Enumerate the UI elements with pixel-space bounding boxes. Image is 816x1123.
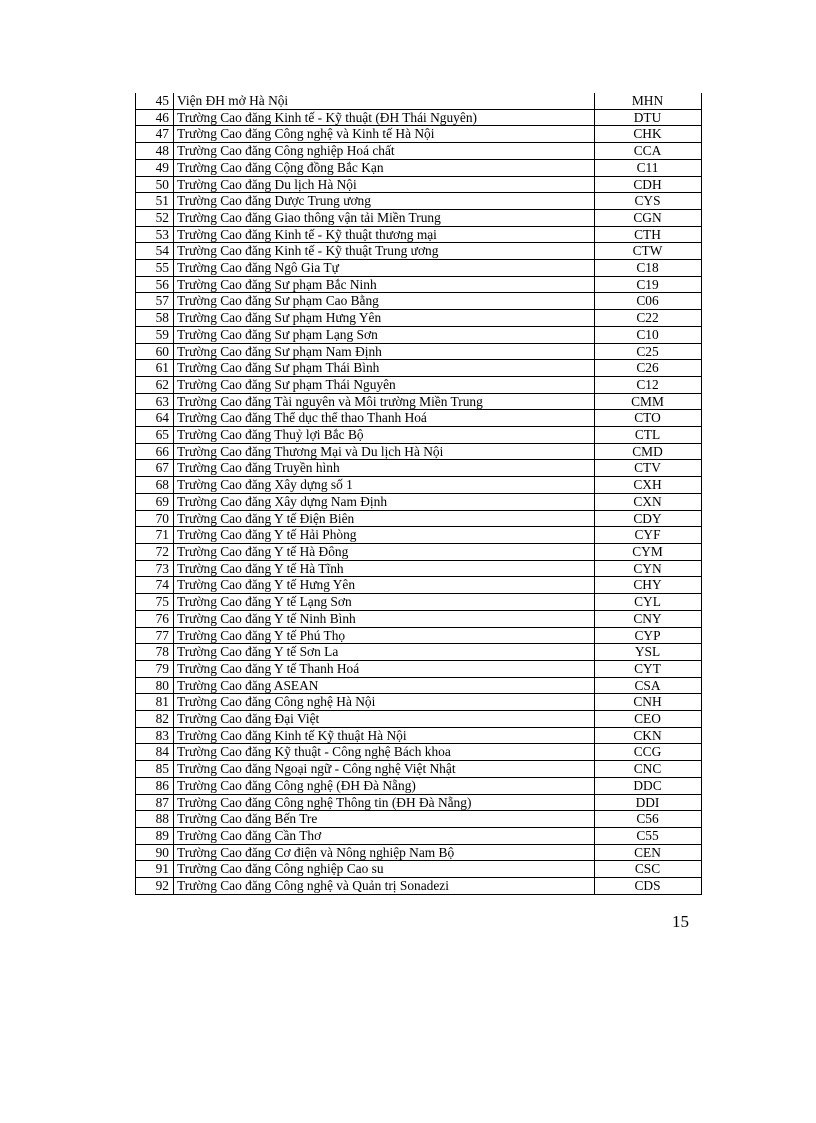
table-row (136, 393, 702, 410)
institution-name: Trường Cao đăng Công nghiệp Hoá chất (174, 143, 595, 160)
institution-code: DTU (595, 109, 702, 126)
institution-code: CDH (595, 176, 702, 193)
institution-name: Viện ĐH mở Hà Nội (174, 93, 595, 109)
row-number: 58 (136, 310, 174, 327)
institution-name: Trường Cao đăng Đại Việt (174, 711, 595, 728)
institution-code: C18 (595, 260, 702, 277)
institution-name: Trường Cao đăng Cộng đồng Bắc Kạn (174, 159, 595, 176)
institution-code: CYL (595, 594, 702, 611)
institution-table-body (136, 93, 702, 894)
table-row (136, 844, 702, 861)
row-number: 60 (136, 343, 174, 360)
institution-name: Trường Cao đăng Cơ điện và Nông nghiệp Nam Bộ (174, 844, 595, 861)
institution-name: Trường Cao đăng Kỹ thuật - Công nghệ Bách khoa (174, 744, 595, 761)
institution-name: Trường Cao đăng Kinh tế - Kỹ thuật (ĐH Thái Nguyên) (174, 109, 595, 126)
table-row (136, 209, 702, 226)
institution-name: Trường Cao đăng Sư phạm Thái Bình (174, 360, 595, 377)
institution-name: Trường Cao đăng Dược Trung ương (174, 193, 595, 210)
row-number: 80 (136, 677, 174, 694)
table-row (136, 443, 702, 460)
row-number: 65 (136, 427, 174, 444)
institution-name: Trường Cao đăng Du lịch Hà Nội (174, 176, 595, 193)
institution-code: CDY (595, 510, 702, 527)
table-row (136, 109, 702, 126)
table-row (136, 427, 702, 444)
institution-code: CTH (595, 226, 702, 243)
table-row (136, 176, 702, 193)
table-row (136, 293, 702, 310)
institution-name: Trường Cao đăng Xây dựng số 1 (174, 477, 595, 494)
institution-name: Trường Cao đăng Y tế Hưng Yên (174, 577, 595, 594)
page-number: 15 (672, 912, 689, 931)
row-number: 72 (136, 543, 174, 560)
institution-code: CSC (595, 861, 702, 878)
table-row (136, 827, 702, 844)
table-row (136, 777, 702, 794)
institution-code: CYF (595, 527, 702, 544)
institution-code: CHY (595, 577, 702, 594)
institution-code: CCG (595, 744, 702, 761)
institution-code: CMD (595, 443, 702, 460)
institution-name: Trường Cao đăng Truyền hình (174, 460, 595, 477)
row-number: 50 (136, 176, 174, 193)
institution-name: Trường Cao đăng Ngoại ngữ - Công nghệ Việt Nhật (174, 761, 595, 778)
institution-code: CEN (595, 844, 702, 861)
institution-code: CYM (595, 543, 702, 560)
institution-code: CYT (595, 660, 702, 677)
row-number: 86 (136, 777, 174, 794)
institution-name: Trường Cao đăng Sư phạm Nam Định (174, 343, 595, 360)
row-number: 92 (136, 878, 174, 895)
institution-name: Trường Cao đăng Y tế Ninh Bình (174, 610, 595, 627)
institution-code: CGN (595, 209, 702, 226)
row-number: 68 (136, 477, 174, 494)
institution-code: CCA (595, 143, 702, 160)
table-row (136, 159, 702, 176)
row-number: 87 (136, 794, 174, 811)
row-number: 52 (136, 209, 174, 226)
institution-name: Trường Cao đăng Kinh tế Kỹ thuật Hà Nội (174, 727, 595, 744)
institution-code: CTW (595, 243, 702, 260)
institution-name: Trường Cao đăng Giao thông vận tải Miền Trung (174, 209, 595, 226)
table-row (136, 460, 702, 477)
row-number: 66 (136, 443, 174, 460)
table-row (136, 143, 702, 160)
institution-name: Trường Cao đăng Kinh tế - Kỹ thuật thương mại (174, 226, 595, 243)
institution-name: Trường Cao đăng Sư phạm Cao Bằng (174, 293, 595, 310)
institution-name: Trường Cao đăng Thuỷ lợi Bắc Bộ (174, 427, 595, 444)
table-row (136, 711, 702, 728)
row-number: 73 (136, 560, 174, 577)
row-number: 74 (136, 577, 174, 594)
institution-name: Trường Cao đăng Kinh tế - Kỹ thuật Trung ương (174, 243, 595, 260)
institution-name: Trường Cao đăng Công nghệ và Quản trị Sonadezi (174, 878, 595, 895)
institution-code: CNH (595, 694, 702, 711)
table-row (136, 493, 702, 510)
institution-code: CYS (595, 193, 702, 210)
table-row (136, 376, 702, 393)
row-number: 71 (136, 527, 174, 544)
table-row (136, 727, 702, 744)
institution-name: Trường Cao đăng Công nghệ (ĐH Đà Nẵng) (174, 777, 595, 794)
row-number: 83 (136, 727, 174, 744)
table-row (136, 543, 702, 560)
row-number: 89 (136, 827, 174, 844)
institution-code: C22 (595, 310, 702, 327)
institution-code: C12 (595, 376, 702, 393)
row-number: 91 (136, 861, 174, 878)
institution-code: C19 (595, 276, 702, 293)
institution-name: Trường Cao đăng Thương Mại và Du lịch Hà Nội (174, 443, 595, 460)
row-number: 56 (136, 276, 174, 293)
institution-name: Trường Cao đăng Tài nguyên và Môi trường Miền Trung (174, 393, 595, 410)
row-number: 47 (136, 126, 174, 143)
row-number: 54 (136, 243, 174, 260)
table-row (136, 193, 702, 210)
row-number: 57 (136, 293, 174, 310)
table-row (136, 243, 702, 260)
row-number: 76 (136, 610, 174, 627)
institution-name: Trường Cao đăng Công nghiệp Cao su (174, 861, 595, 878)
institution-code: CTV (595, 460, 702, 477)
row-number: 46 (136, 109, 174, 126)
institution-name: Trường Cao đăng Y tế Thanh Hoá (174, 660, 595, 677)
table-row (136, 126, 702, 143)
table-row (136, 594, 702, 611)
row-number: 61 (136, 360, 174, 377)
table-row (136, 310, 702, 327)
row-number: 53 (136, 226, 174, 243)
row-number: 63 (136, 393, 174, 410)
table-row (136, 560, 702, 577)
row-number: 67 (136, 460, 174, 477)
institution-name: Trường Cao đăng Y tế Hải Phòng (174, 527, 595, 544)
row-number: 90 (136, 844, 174, 861)
table-row (136, 694, 702, 711)
institution-name: Trường Cao đăng Sư phạm Hưng Yên (174, 310, 595, 327)
institution-code: CDS (595, 878, 702, 895)
institution-name: Trường Cao đăng Sư phạm Lạng Sơn (174, 326, 595, 343)
institution-name: Trường Cao đăng Xây dựng Nam Định (174, 493, 595, 510)
institution-code: CNC (595, 761, 702, 778)
institution-name: Trường Cao đăng Sư phạm Bắc Ninh (174, 276, 595, 293)
institution-code: C11 (595, 159, 702, 176)
institution-name: Trường Cao đăng Công nghệ Hà Nội (174, 694, 595, 711)
institution-code: CMM (595, 393, 702, 410)
table-row (136, 610, 702, 627)
institution-name: Trường Cao đăng Y tế Điện Biên (174, 510, 595, 527)
row-number: 85 (136, 761, 174, 778)
row-number: 45 (136, 93, 174, 109)
row-number: 81 (136, 694, 174, 711)
institution-code: CXN (595, 493, 702, 510)
institution-name: Trường Cao đăng Công nghệ Thông tin (ĐH Đà Nẵng) (174, 794, 595, 811)
table-row (136, 276, 702, 293)
institution-code: MHN (595, 93, 702, 109)
row-number: 64 (136, 410, 174, 427)
table-row (136, 477, 702, 494)
row-number: 59 (136, 326, 174, 343)
row-number: 70 (136, 510, 174, 527)
institution-code: C10 (595, 326, 702, 343)
table-row (136, 644, 702, 661)
institution-name: Trường Cao đăng ASEAN (174, 677, 595, 694)
table-row (136, 93, 702, 109)
institution-code: CEO (595, 711, 702, 728)
institution-code: CYP (595, 627, 702, 644)
institution-code: C06 (595, 293, 702, 310)
row-number: 88 (136, 811, 174, 828)
institution-code: DDC (595, 777, 702, 794)
table-row (136, 811, 702, 828)
institution-code: C55 (595, 827, 702, 844)
row-number: 49 (136, 159, 174, 176)
row-number: 48 (136, 143, 174, 160)
table-row (136, 343, 702, 360)
institution-name: Trường Cao đăng Y tế Phú Thọ (174, 627, 595, 644)
institution-code: CTL (595, 427, 702, 444)
institution-code: C25 (595, 343, 702, 360)
table-row (136, 410, 702, 427)
institution-name: Trường Cao đăng Y tế Lạng Sơn (174, 594, 595, 611)
institution-table (135, 93, 702, 895)
table-row (136, 260, 702, 277)
table-row (136, 577, 702, 594)
table-row (136, 510, 702, 527)
institution-name: Trường Cao đăng Sư phạm Thái Nguyên (174, 376, 595, 393)
table-row (136, 660, 702, 677)
table-row (136, 744, 702, 761)
institution-code: CKN (595, 727, 702, 744)
institution-code: C26 (595, 360, 702, 377)
institution-name: Trường Cao đăng Bến Tre (174, 811, 595, 828)
institution-name: Trường Cao đăng Công nghệ và Kinh tế Hà Nội (174, 126, 595, 143)
table-row (136, 226, 702, 243)
row-number: 55 (136, 260, 174, 277)
table-row (136, 326, 702, 343)
table-row (136, 878, 702, 895)
row-number: 62 (136, 376, 174, 393)
institution-name: Trường Cao đăng Y tế Sơn La (174, 644, 595, 661)
institution-name: Trường Cao đăng Y tế Hà Đông (174, 543, 595, 560)
table-row (136, 360, 702, 377)
institution-code: CYN (595, 560, 702, 577)
row-number: 69 (136, 493, 174, 510)
row-number: 79 (136, 660, 174, 677)
institution-code: CXH (595, 477, 702, 494)
row-number: 77 (136, 627, 174, 644)
table-row (136, 794, 702, 811)
table-row (136, 627, 702, 644)
table-row (136, 861, 702, 878)
institution-name: Trường Cao đăng Thể dục thể thao Thanh Hoá (174, 410, 595, 427)
table-row (136, 527, 702, 544)
institution-code: DDI (595, 794, 702, 811)
institution-name: Trường Cao đăng Cần Thơ (174, 827, 595, 844)
institution-name: Trường Cao đăng Y tế Hà Tĩnh (174, 560, 595, 577)
row-number: 51 (136, 193, 174, 210)
row-number: 82 (136, 711, 174, 728)
institution-code: CHK (595, 126, 702, 143)
table-row (136, 761, 702, 778)
institution-code: CNY (595, 610, 702, 627)
institution-name: Trường Cao đăng Ngô Gia Tự (174, 260, 595, 277)
row-number: 84 (136, 744, 174, 761)
institution-code: YSL (595, 644, 702, 661)
institution-code: CSA (595, 677, 702, 694)
table-row (136, 677, 702, 694)
row-number: 78 (136, 644, 174, 661)
institution-code: C56 (595, 811, 702, 828)
institution-code: CTO (595, 410, 702, 427)
row-number: 75 (136, 594, 174, 611)
